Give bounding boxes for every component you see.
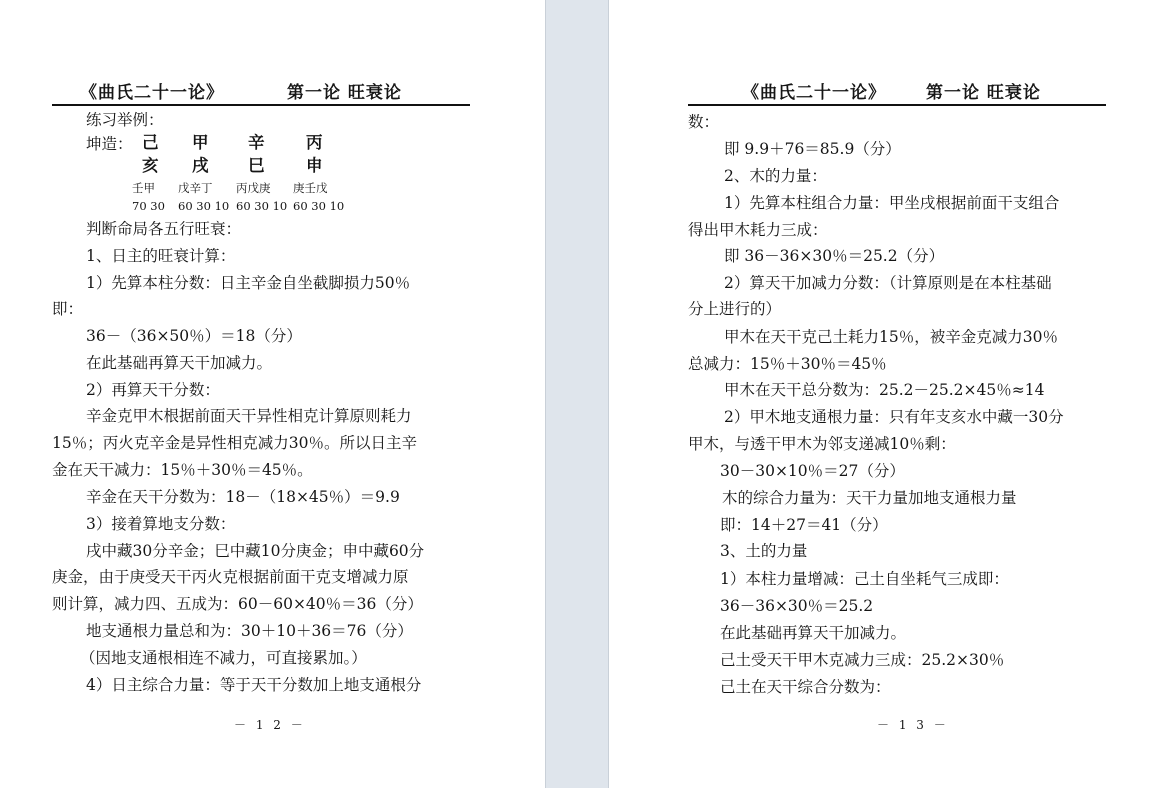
body-line: 2）甲木地支通根力量：只有年支亥水中藏一30分 [724, 408, 1064, 426]
body-line: 己土在天干综合分数为： [720, 678, 891, 696]
page-header [0, 78, 545, 102]
stem-year: 己 [142, 133, 159, 152]
body-line: 即 36－36×30％＝25.2（分） [724, 247, 945, 265]
header-chapter-title: 第一论 旺衰论 [926, 83, 1041, 103]
body-line: 4）日主综合力量：等于天干分数加上地支通根分 [86, 676, 422, 694]
body-line: 甲木，与透干甲木为邻支递减10％剩： [688, 435, 956, 453]
body-line: 地支通根力量总和为：30＋10＋36＝76（分） [86, 622, 413, 640]
page-header [609, 78, 1154, 102]
body-line: 1、日主的旺衰计算： [86, 247, 236, 265]
header-chapter-title: 第一论 旺衰论 [287, 83, 402, 103]
stem-day: 辛 [248, 133, 265, 152]
body-line: （因地支通根相连不减力，可直接累加。） [80, 649, 367, 667]
page-number: － 1 2 － [234, 718, 306, 732]
hidden-stems-day: 丙戊庚 [236, 181, 271, 195]
body-line: 36－（36×50％）＝18（分） [86, 327, 302, 345]
body-line: 2）再算天干分数： [86, 381, 220, 399]
body-line: 即： [52, 300, 84, 318]
body-line: 辛金克甲木根据前面天干异性相克计算原则耗力 [86, 407, 412, 425]
body-line: 己土受天干甲木克减力三成：25.2×30％ [720, 651, 1005, 669]
branch-year: 亥 [142, 156, 159, 175]
chart-label: 坤造： [86, 135, 133, 153]
page-gutter [545, 0, 609, 788]
body-line: 金在天干减力：15％＋30％＝45％。 [52, 461, 313, 479]
branch-day: 巳 [248, 156, 265, 175]
body-line: 判断命局各五行旺衰： [86, 220, 242, 238]
body-line: 得出甲木耗力三成： [688, 221, 828, 239]
left-page [0, 0, 545, 788]
body-line: 甲木在天干总分数为：25.2－25.2×45％≈14 [724, 381, 1045, 399]
body-line: 在此基础再算天干加减力。 [720, 624, 907, 642]
body-line: 分上进行的） [688, 300, 782, 318]
header-book-title: 《曲氏二十一论》 [742, 83, 886, 103]
branch-month: 戌 [192, 156, 209, 175]
body-line: 即：14＋27＝41（分） [720, 516, 888, 534]
body-line: 3）接着算地支分数： [86, 515, 236, 533]
body-line: 1）先算本柱组合力量：甲坐戌根据前面干支组合 [724, 194, 1060, 212]
header-book-title: 《曲氏二十一论》 [80, 83, 224, 103]
body-line: 庚金，由于庚受天干丙火克根据前面干克支增减力原 [52, 568, 409, 586]
body-line: 2）算天干加减力分数：（计算原则是在本柱基础 [724, 274, 1052, 292]
body-line: 30－30×10％＝27（分） [720, 462, 905, 480]
body-line: 木的综合力量为：天干力量加地支通根力量 [722, 489, 1017, 507]
body-line: 3、土的力量 [720, 542, 808, 560]
body-line: 即 9.9＋76＝85.9（分） [724, 140, 901, 158]
body-line: 1）先算本柱分数：日主辛金自坐截脚损力50％ [86, 274, 411, 292]
hidden-stems-year: 壬甲 [132, 181, 155, 195]
body-line: 数： [688, 113, 720, 131]
hidden-scores-day: 60 30 10 [236, 199, 288, 213]
right-page [609, 0, 1154, 788]
page-number: － 1 3 － [877, 718, 949, 732]
body-line: 在此基础再算天干加减力。 [86, 354, 273, 372]
hidden-stems-hour: 庚壬戊 [293, 181, 328, 195]
body-line: 戌中藏30分辛金；巳中藏10分庚金；申中藏60分 [86, 542, 425, 560]
body-line: 甲木在天干克己土耗力15％，被辛金克减力30％ [724, 328, 1058, 346]
body-line: 15％；丙火克辛金是异性相克减力30％。所以日主辛 [52, 434, 417, 452]
hidden-scores-hour: 60 30 10 [293, 199, 345, 213]
branch-hour: 申 [306, 156, 323, 175]
body-line: 总减力：15％＋30％＝45％ [688, 355, 887, 373]
body-line: 辛金在天干分数为：18－（18×45％）＝9.9 [86, 488, 400, 506]
hidden-stems-month: 戊辛丁 [178, 181, 213, 195]
hidden-scores-year: 70 30 [132, 199, 165, 213]
hidden-scores-month: 60 30 10 [178, 199, 230, 213]
stem-month: 甲 [192, 133, 209, 152]
header-rule [52, 104, 470, 106]
section-title: 练习举例： [86, 111, 164, 129]
body-line: 2、木的力量： [724, 167, 827, 185]
body-line: 36－36×30％＝25.2 [720, 597, 874, 615]
header-rule [688, 104, 1106, 106]
body-line: 1）本柱力量增减：己土自坐耗气三成即： [720, 570, 1009, 588]
body-line: 则计算，减力四、五成为：60－60×40％＝36（分） [52, 595, 423, 613]
stem-hour: 丙 [306, 133, 323, 152]
